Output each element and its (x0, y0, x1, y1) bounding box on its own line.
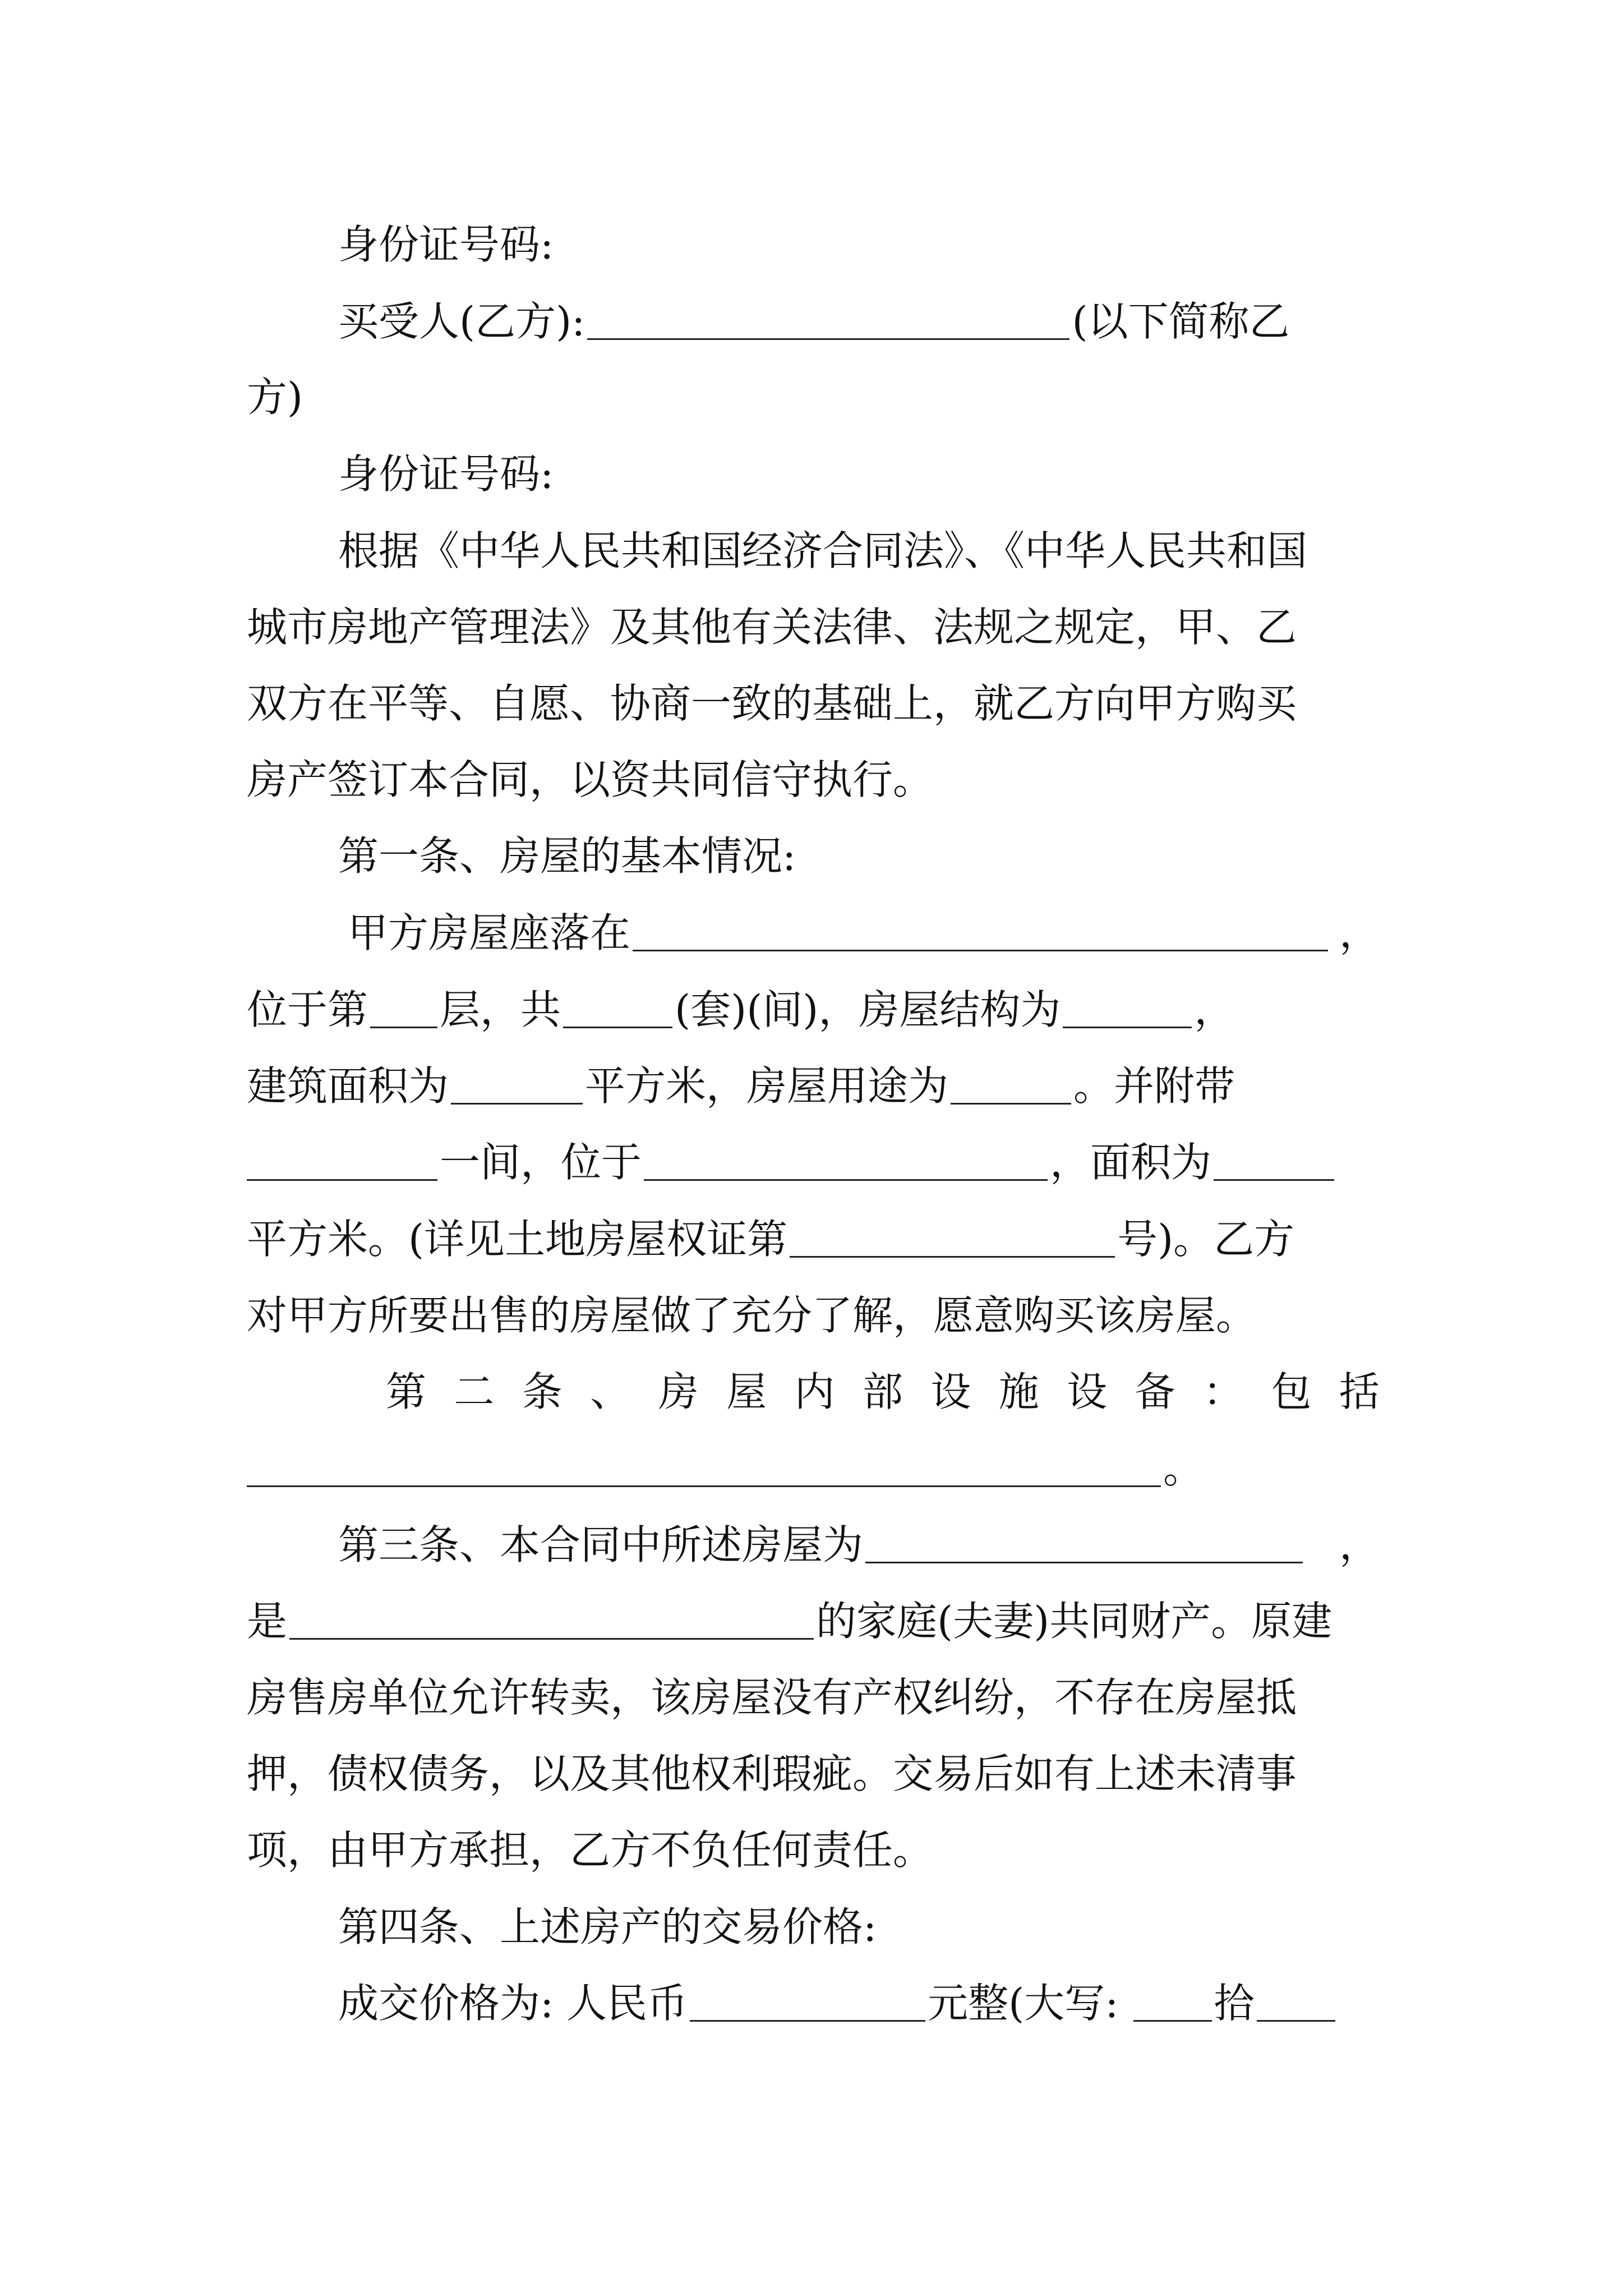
price-units-blank[interactable] (1257, 1986, 1335, 2022)
preamble-text-2: 城市房地产管理法》及其他有关法律、法规之规定，甲、乙 (247, 604, 1297, 651)
preamble-text-4: 房产签订本合同，以资共同信守执行。 (247, 756, 934, 803)
attached-room-blank[interactable] (247, 1145, 437, 1181)
usage-label: 平方米，房屋用途为 (585, 1062, 949, 1110)
property-owner-blank[interactable] (865, 1528, 1303, 1563)
article-3-text-3: 项，由甲方承担，乙方不负任何责任。 (247, 1826, 934, 1874)
attached-area-label: ，面积为 (1050, 1139, 1212, 1186)
price-tens-blank[interactable] (1133, 1986, 1212, 2022)
structure-label: (套)(间)，房屋结构为 (675, 986, 1061, 1033)
certificate-line (247, 1201, 1380, 1278)
seller-id-label: 身份证号码: (338, 221, 554, 268)
preamble-line-3 (247, 665, 1380, 742)
area-blank[interactable] (451, 1069, 583, 1105)
buyer-label: 买受人(乙方): (338, 298, 585, 345)
article-2-char: 第 (386, 1368, 427, 1415)
article-1-title: 第一条、房屋的基本情况: (338, 832, 796, 880)
preamble-line-1 (338, 513, 1380, 590)
article-2-char: 屋 (726, 1368, 767, 1415)
preamble-text-1: 根据《中华人民共和国经济合同法》、《中华人民共和国 (338, 527, 1308, 574)
attached-room-label: 一间，位于 (440, 1139, 642, 1186)
total-label: 层，共 (440, 986, 561, 1033)
floor-structure-line (247, 972, 1380, 1048)
attached-area-blank[interactable] (1214, 1145, 1334, 1181)
family-name-blank[interactable] (289, 1604, 814, 1640)
area-usage-line (247, 1048, 1380, 1125)
units-blank[interactable] (563, 993, 672, 1028)
article-3-text-line-1 (247, 1659, 1380, 1736)
article-2-char: 条 (522, 1368, 562, 1415)
preamble-line-2 (247, 589, 1380, 666)
location-blank[interactable] (633, 916, 1328, 951)
buyer-line (338, 283, 1380, 360)
article-2-char: 、 (590, 1368, 631, 1415)
preamble-text-3: 双方在平等、自愿、协商一致的基础上，就乙方向甲方购买 (247, 680, 1297, 727)
buyer-understanding-text: 对甲方所要出售的房屋做了充分了解，愿意购买该房屋。 (247, 1292, 1257, 1339)
usage-blank[interactable] (951, 1069, 1071, 1105)
facilities-line (247, 1430, 1380, 1507)
location-label: 甲方房屋座落在 (348, 909, 631, 956)
attached-label: 。并附带 (1073, 1062, 1235, 1110)
facilities-blank[interactable] (247, 1452, 1161, 1487)
article-2-char: 设 (930, 1368, 971, 1415)
article-3-text-1: 房售房单位允许转卖，该房屋没有产权纠纷，不存在房屋抵 (247, 1674, 1297, 1721)
article-2-char: 包 (1271, 1368, 1312, 1415)
buyer-abbrev-text: (以下简称乙 (1072, 298, 1290, 345)
floor-blank[interactable] (370, 993, 437, 1028)
article-2-char: 部 (862, 1368, 903, 1415)
article-3-line (338, 1507, 1380, 1584)
joint-prefix: 是 (247, 1598, 288, 1645)
structure-blank[interactable] (1063, 993, 1192, 1028)
price-tens-label: 拾 (1214, 1980, 1255, 2027)
attached-room-line (247, 1124, 1380, 1201)
location-comma: ， (1339, 909, 1380, 956)
certificate-blank[interactable] (790, 1222, 1115, 1258)
buyer-abbrev-end: 方) (247, 374, 303, 421)
article-2-heading (386, 1354, 1380, 1430)
floor-label: 位于第 (247, 986, 368, 1033)
article-2-char: 内 (794, 1368, 835, 1415)
buyer-id-label: 身份证号码: (338, 450, 554, 498)
article-2-char: 房 (658, 1368, 699, 1415)
article-1-heading (338, 818, 1380, 895)
buyer-name-blank[interactable] (587, 305, 1069, 340)
attached-location-blank[interactable] (644, 1145, 1048, 1181)
article-2-char: ： (1203, 1368, 1244, 1415)
price-uppercase-label: 元整(大写: (928, 1980, 1119, 2027)
certificate-label: 平方米。(详见土地房屋权证第 (247, 1216, 788, 1263)
buyer-line-cont (247, 359, 1380, 436)
preamble-line-4 (247, 742, 1380, 818)
certificate-suffix: 号)。乙方 (1117, 1216, 1295, 1263)
article-2-char: 括 (1339, 1368, 1380, 1415)
seller-id-line (338, 206, 1380, 283)
article-3-text-line-3 (247, 1812, 1380, 1889)
property-location-line (348, 895, 1380, 972)
article-2-char: 设 (1067, 1368, 1108, 1415)
article-2-char: 备 (1135, 1368, 1175, 1415)
price-amount-blank[interactable] (690, 1986, 925, 2022)
article-2-char: 施 (998, 1368, 1039, 1415)
article-2-char: 二 (454, 1368, 495, 1415)
buyer-id-line (338, 436, 1380, 513)
price-label: 成交价格为: 人民币 (338, 1980, 688, 2027)
price-line (338, 1965, 1380, 2042)
article-4-heading (338, 1889, 1380, 1966)
structure-comma: ， (1194, 986, 1235, 1033)
area-label: 建筑面积为 (247, 1062, 449, 1110)
facilities-period: 。 (1163, 1445, 1204, 1492)
joint-property-line (247, 1583, 1380, 1660)
buyer-understanding-line (247, 1277, 1380, 1354)
article-3-text-2: 押，债权债务，以及其他权利瑕疵。交易后如有上述未清事 (247, 1750, 1297, 1797)
joint-property-text: 的家庭(夫妻)共同财产。原建 (816, 1598, 1332, 1645)
article-4-title: 第四条、上述房产的交易价格: (338, 1903, 877, 1950)
article-3-text-line-2 (247, 1736, 1380, 1812)
article-3-comma: ， (1339, 1521, 1380, 1568)
article-3-label: 第三条、本合同中所述房屋为 (338, 1521, 864, 1568)
